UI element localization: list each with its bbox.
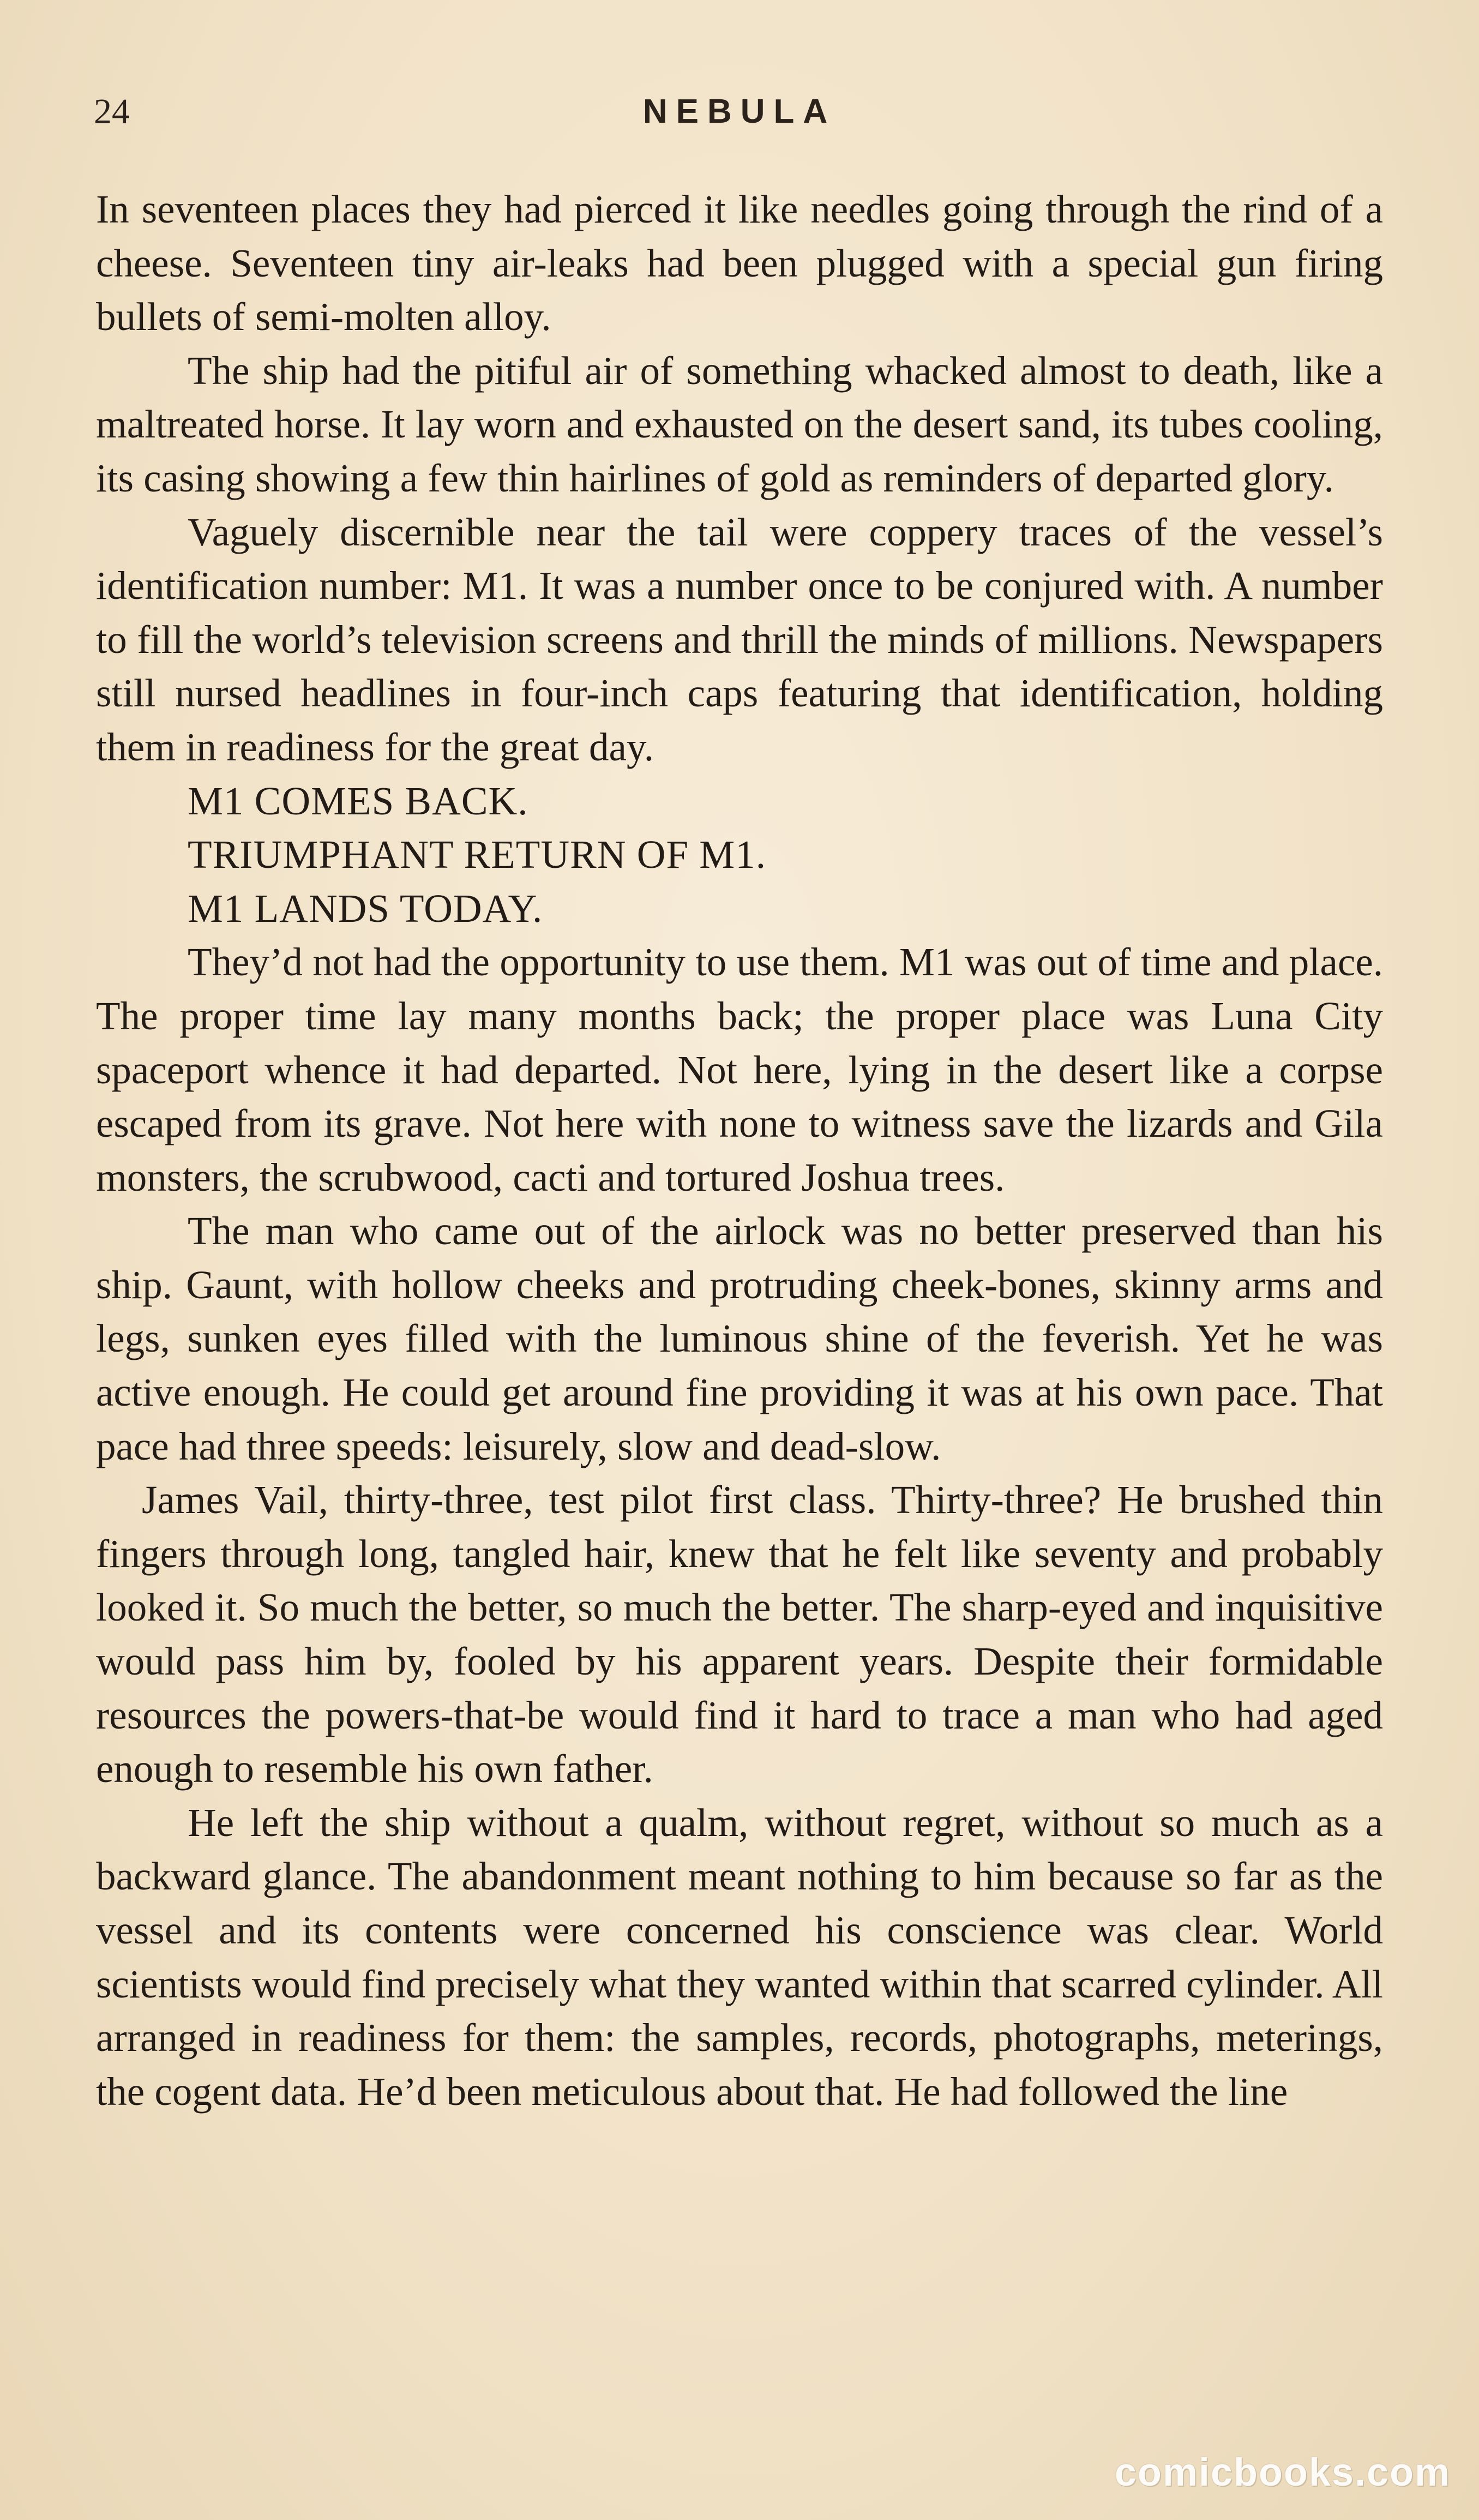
headline-1: M1 COMES BACK. <box>188 778 528 823</box>
paragraph-5: The man who came out of the airlock was no better preserved than his ship. Gaunt, with hollow cheeks and protruding cheek-bones, skinny arms and legs, sunken eyes filled with the luminous shine of the feverish. Yet he was active enough. He could get around fine providing it was at his own pace. That pace had three speeds: leisurely, slow and dead-slow. <box>96 1209 1383 1468</box>
paragraph-1: In seventeen places they had pierced it like needles going through the rind of a cheese. Seventeen tiny air-leaks had been plugged with a special gun firing bullets of semi-molten alloy. <box>96 187 1383 339</box>
body-text <box>96 183 1383 2119</box>
paragraph-3: Vaguely discernible near the tail were coppery traces of the vessel’s identification number: M1. It was a number once to be conjured with. A number to fill the world’s television screens and thrill the minds of millions. Newspapers still nursed headlines in four-inch caps featuring that identification, holding them in readiness for the great day. <box>96 509 1383 769</box>
paragraph-7: He left the ship without a qualm, without regret, without so much as a backward glance. The abandonment meant nothing to him because so far as the vessel and its contents were concerned his conscience was clear. World scientists would find precisely what they wanted within that scarred cylinder. All arranged in readiness for them: the samples, records, photographs, meterings, the cogent data. He’d been meticulous about that. He had followed the line <box>96 1800 1383 2114</box>
headline-3: M1 LANDS TODAY. <box>188 886 543 931</box>
page-header <box>94 82 1385 142</box>
page-number: 24 <box>94 92 130 131</box>
paragraph-4: They’d not had the opportunity to use them. M1 was out of time and place. The proper time lay many months back; the proper place was Luna City spaceport whence it had departed. Not here, lying in the desert like a corpse escaped from its grave. Not here with none to witness save the lizards and Gila monsters, the scrubwood, cacti and tortured Joshua trees. <box>96 940 1383 1199</box>
paragraph-2: The ship had the pitiful air of something whacked almost to death, like a maltreated horse. It lay worn and exhausted on the desert sand, its tubes cooling, its casing showing a few thin hairlines of gold as reminders of departed glory. <box>96 348 1383 500</box>
headline-2: TRIUMPHANT RETURN OF M1. <box>188 832 766 877</box>
watermark: comicbooks.com <box>1114 2451 1451 2494</box>
paragraph-6: James Vail, thirty-three, test pilot first class. Thirty-three? He brushed thin fingers through long, tangled hair, knew that he felt like seventy and probably looked it. So much the better, so much the better. The sharp-eyed and inquisitive would pass him by, fooled by his apparent years. Despite their formidable resources the powers-that-be would find it hard to trace a man who had aged enough to resemble his own father. <box>96 1478 1383 1791</box>
running-title: NEBULA <box>642 93 837 130</box>
